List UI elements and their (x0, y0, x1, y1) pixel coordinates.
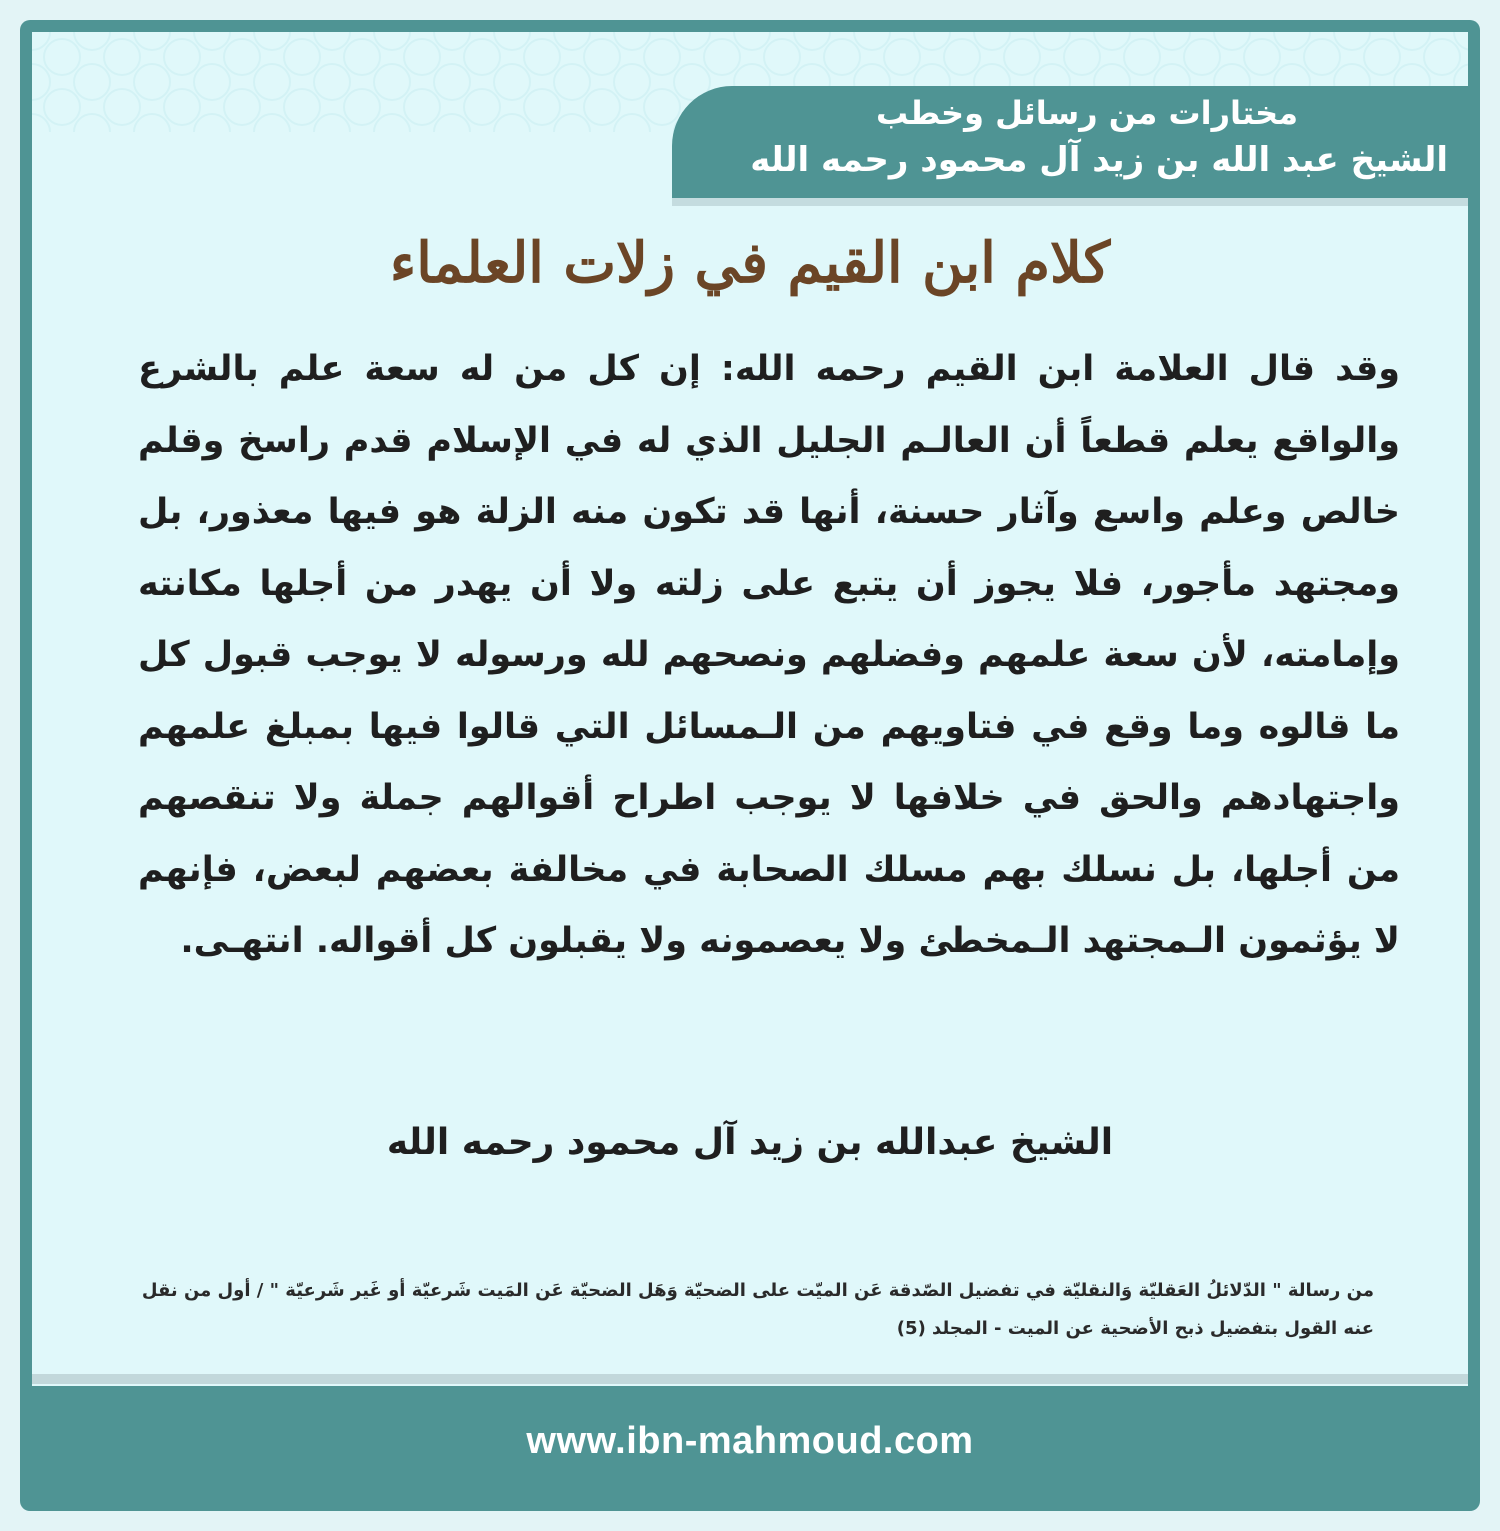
page-title: كلام ابن القيم في زلات العلماء (389, 230, 1111, 296)
header-author: الشيخ عبد الله بن زيد آل محمود رحمه الله (750, 140, 1448, 180)
quote-body: وقد قال العلامة ابن القيم رحمه الله: إن كل من له سعة علم بالشرع والواقع يعلم قطعاً أن العالـم الجليل الذي له في الإسلام قدم راسخ وقلم خالص وعلم واسع وآثار حسنة، أنها قد تكون منه الزلة هو فيها معذور، بل ومجتهد مأجور، فلا يجوز أن يتبع على زلته ولا أن يهدر من أجلها مكانته وإمامته، لأن سعة علمهم وفضلهم ونصحهم لله ورسوله لا يوجب قبول كل ما قالوه وما وقع في فتاويهم من الـمسائل التي قالوا فيها بمبلغ علمهم واجتهادهم والحق في خلافها لا يوجب اطراح أقوالهم جملة ولا تنقصهم من أجلها، بل نسلك بهم مسلك الصحابة في مخالفة بعضهم لبعض، فإنهم لا يؤثمون الـمجتهد الـمخطئ ولا يعصمونه ولا يقبلون كل أقواله. انتهـى. (138, 349, 1400, 961)
source-citation: من رسالة " الدّلائلُ العَقليّة وَالنقليّة في تفضيل الصّدقة عَن الميّت على الضحيّة وَهَل الضحيّة عَن المَيت شَرعيّة أو غَير شَرعيّة " / أول من نقل عنه القول بتفضيل ذبح الأضحية عن الميت - المجلد (5) (141, 1280, 1374, 1339)
footer-divider (32, 1374, 1468, 1384)
header-banner (672, 86, 1468, 198)
website-link[interactable]: www.ibn-mahmoud.com (526, 1420, 974, 1462)
outer-frame (20, 20, 1480, 1511)
content-panel (32, 32, 1468, 1386)
header-subtitle: مختارات من رسائل وخطب (875, 94, 1298, 132)
signature: الشيخ عبدالله بن زيد آل محمود رحمه الله (386, 1122, 1114, 1163)
